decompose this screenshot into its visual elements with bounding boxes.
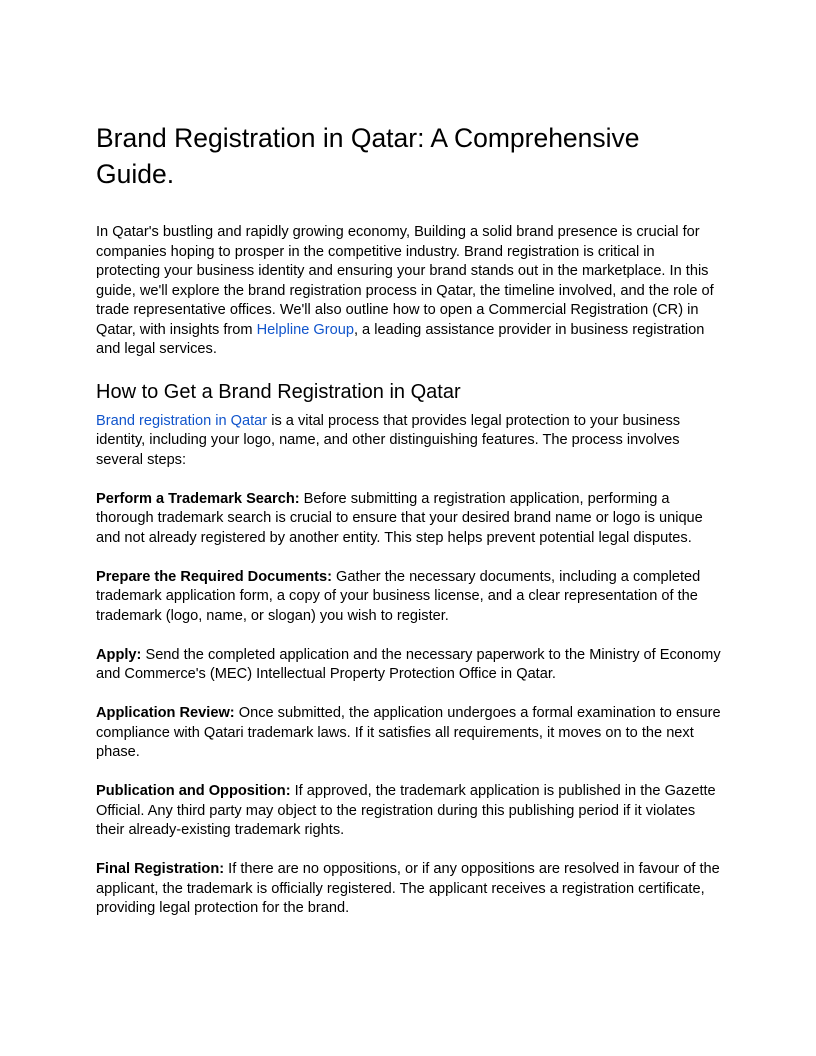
section-lead-text: is a vital process that provides legal protection to your business identity, including your logo, name, and other distinguishing features. The process involves several steps:	[96, 412, 681, 468]
step-text: Once submitted, the application undergoes a formal examination to ensure compliance with Qatari trademark laws. If it satisfies all requirements, it moves on to the next phase.	[96, 705, 721, 760]
section-lead-paragraph	[96, 412, 722, 471]
brand-registration-link[interactable]: Brand registration in Qatar	[96, 412, 268, 429]
step-text: Before submitting a registration application, performing a thorough trademark search is crucial to ensure that your desired brand name or logo is unique and not already registered by another entity. This step helps prevent potential legal disputes.	[96, 490, 703, 546]
helpline-group-link[interactable]: Helpline Group	[256, 321, 354, 338]
step-label: Prepare the Required Documents:	[96, 568, 332, 585]
step-required-documents	[96, 568, 722, 627]
step-text: Send the completed application and the necessary paperwork to the Ministry of Economy and Commerce's (MEC) Intellectual Property Protection Office in Qatar.	[96, 646, 721, 682]
step-trademark-search	[96, 490, 722, 549]
step-text: Gather the necessary documents, including a completed trademark application form, a copy of your business license, and a clear representation of the trademark (logo, name, or slogan) you wish to register.	[96, 568, 701, 624]
step-label: Application Review:	[96, 705, 235, 721]
step-label: Perform a Trademark Search:	[96, 490, 300, 507]
intro-paragraph	[96, 223, 722, 360]
step-text: If approved, the trademark application is published in the Gazette Official. Any third party may object to the registration during this publishing period if it violates their already-existing trademark rights.	[96, 783, 716, 838]
step-apply	[96, 646, 722, 685]
intro-text-start: In Qatar's bustling and rapidly growing economy, Building a solid brand presence is crucial for companies hoping to prosper in the competitive industry. Brand registration is critical in protecting your business identity and ensuring your brand stands out in the marketplace. In this guide, we'll explore the brand registration process in Qatar, the timeline involved, and the role of trade representative offices. We'll also outline how to open a Commercial Registration (CR) in Qatar, with insights from	[96, 224, 714, 338]
intro-text-end: , a leading assistance provider in business registration and legal services.	[96, 321, 705, 357]
step-final-registration	[96, 860, 722, 919]
step-publication-opposition	[96, 782, 722, 841]
page-title: Brand Registration in Qatar: A Comprehensive Guide.	[96, 123, 640, 189]
document-page	[96, 120, 722, 919]
step-text: If there are no oppositions, or if any oppositions are resolved in favour of the applicant, the trademark is officially registered. The applicant receives a registration certificate, providing legal protection for the brand.	[96, 861, 720, 916]
step-label: Final Registration:	[96, 861, 225, 877]
step-label: Apply:	[96, 646, 142, 663]
step-label: Publication and Opposition:	[96, 783, 291, 799]
step-application-review	[96, 704, 722, 763]
section-heading: How to Get a Brand Registration in Qatar	[96, 380, 461, 403]
